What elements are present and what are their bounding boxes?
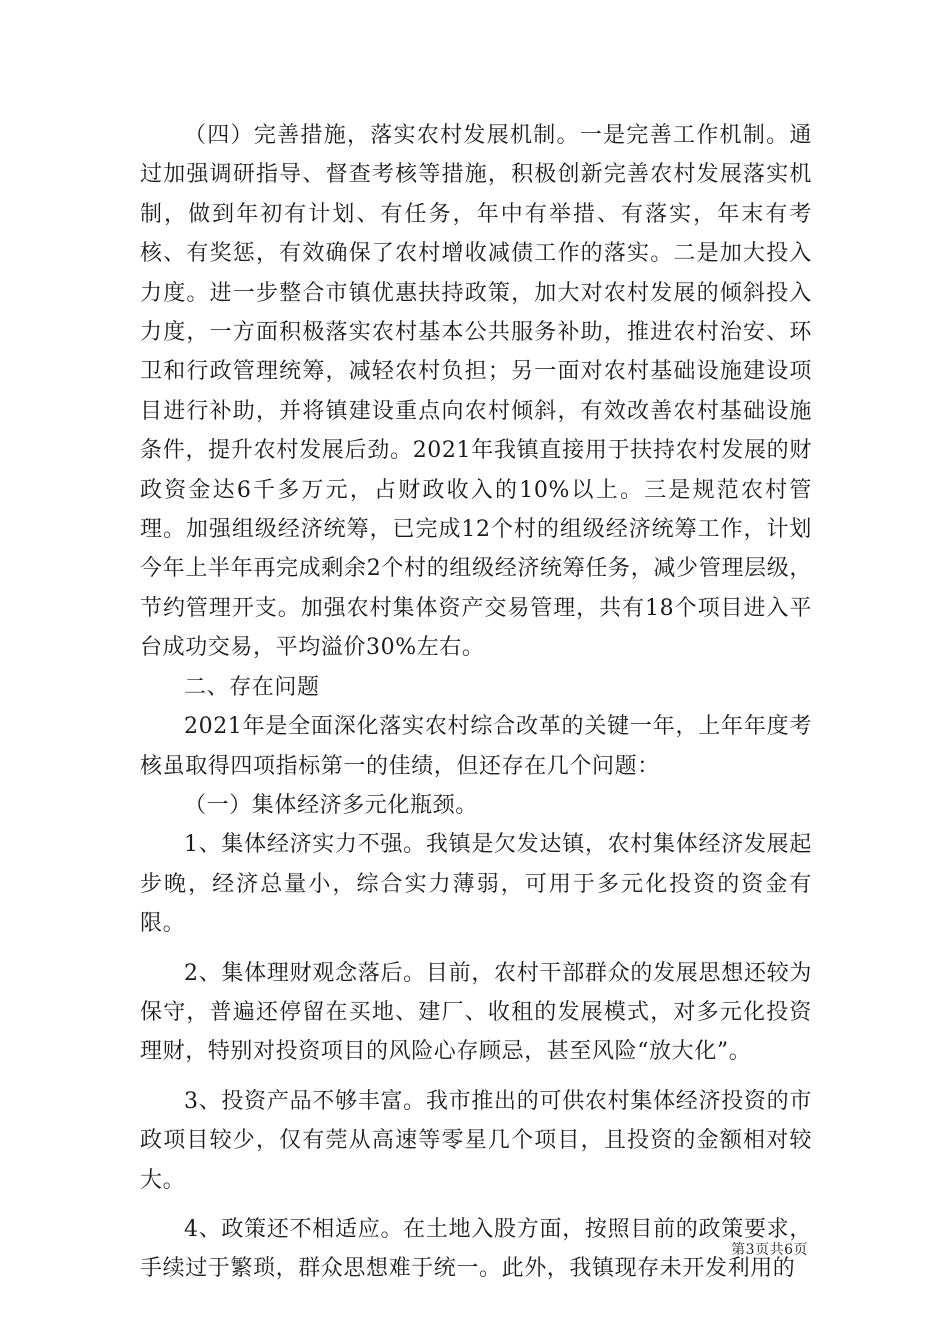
document-body bbox=[140, 116, 812, 1289]
paragraph-item-1: 1、集体经济实力不强。我镇是欠发达镇，农村集体经济发展起步晚，经济总量小，综合实力薄弱，可用于多元化投资的资金有限。 bbox=[140, 832, 812, 937]
paragraph-problems-intro: 2021年是全面深化落实农村综合改革的关键一年，上年年度考核虽取得四项指标第一的佳绩，但还存在几个问题： bbox=[140, 714, 812, 779]
subheading-collective-economy: （一）集体经济多元化瓶颈。 bbox=[184, 792, 478, 818]
section-heading-existing-problems: 二、存在问题 bbox=[184, 674, 320, 700]
paragraph-item-4: 4、政策还不相适应。在土地入股方面，按照目前的政策要求，手续过于繁琐，群众思想难于统一。此外，我镇现存未开发利用的 bbox=[140, 1216, 812, 1282]
paragraph-item-3: 3、投资产品不够丰富。我市推出的可供农村集体经济投资的市政项目较少，仅有莞从高速等零星几个项目，且投资的金额相对较大。 bbox=[140, 1088, 812, 1193]
paragraph-improve-measures: （四）完善措施，落实农村发展机制。一是完善工作机制。通过加强调研指导、督查考核等措施，积极创新完善农村发展落实机制，做到年初有计划、有任务，年中有举措、有落实，年末有考核、有奖惩，有效确保了农村增收减债工作的落实。二是加大投入力度。进一步整合市镇优惠扶持政策，加大对农村发展的倾斜投入力度，一方面积极落实农村基本公共服务补助，推进农村治安、环卫和行政管理统筹，减轻农村负担；另一面对农村基础设施建设项目进行补助，并将镇建设重点向农村倾斜，有效改善农村基础设施条件，提升农村发展后劲。2021年我镇直接用于扶持农村发展的财政资金达6千多万元，占财政收入的10%以上。三是规范农村管理。加强组级经济统筹，已完成12个村的组级经济统筹工作，计划今年上半年再完成剩余2个村的组级经济统筹任务，减少管理层级，节约管理开支。加强农村集体资产交易管理，共有18个项目进入平台成功交易，平均溢价30%左右。 bbox=[140, 123, 812, 661]
paragraph-item-2: 2、集体理财观念落后。目前，农村干部群众的发展思想还较为保守，普遍还停留在买地、建厂、收租的发展模式，对多元化投资理财，特别对投资项目的风险心存顾忌，甚至风险“放大化”。 bbox=[140, 960, 812, 1065]
page-number: 第3页共6页 bbox=[731, 1242, 808, 1258]
